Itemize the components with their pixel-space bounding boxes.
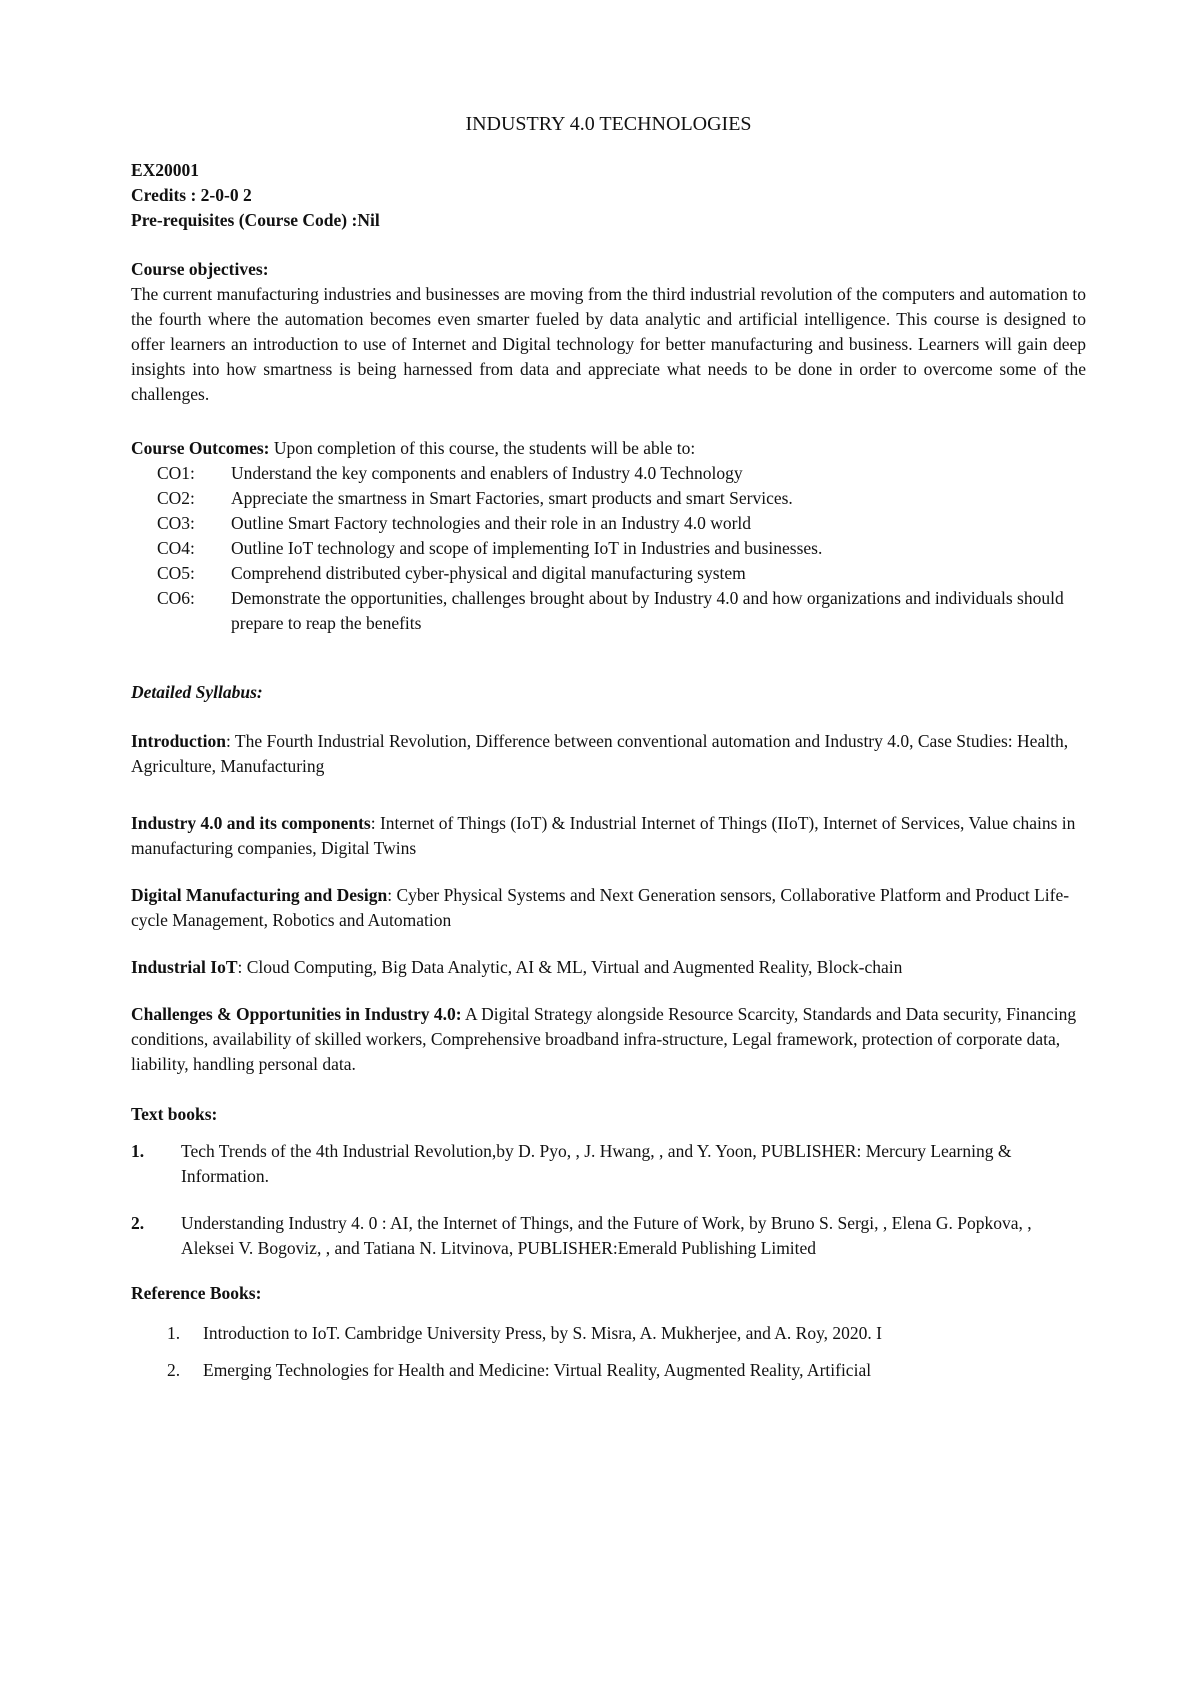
outcome-item — [157, 511, 1086, 536]
outcome-label: CO1: — [157, 463, 195, 483]
outcomes-intro-text: Upon completion of this course, the students will be able to: — [269, 438, 696, 458]
outcome-item — [157, 586, 1086, 636]
syllabus-section-industrial-iot — [131, 955, 1086, 980]
outcome-item — [157, 461, 1086, 486]
course-credits: Credits : 2-0-0 2 — [131, 185, 252, 205]
document-page — [131, 100, 1086, 1383]
outcome-label: CO4: — [157, 538, 195, 558]
reference-item — [167, 1321, 1086, 1346]
outcome-label: CO3: — [157, 513, 195, 533]
syllabus-heading: Detailed Syllabus: — [131, 682, 263, 702]
references-list — [131, 1321, 1086, 1383]
textbook-text: Tech Trends of the 4th Industrial Revolution,by D. Pyo, , J. Hwang, , and Y. Yoon, PUBLISHER: Mercury Learning & Information. — [181, 1141, 1012, 1186]
textbooks-list — [131, 1139, 1086, 1261]
outcome-label: CO5: — [157, 563, 195, 583]
course-prerequisites: Pre-requisites (Course Code) :Nil — [131, 210, 380, 230]
outcome-text: Understand the key components and enablers of Industry 4.0 Technology — [231, 463, 743, 483]
reference-item — [167, 1358, 1086, 1383]
syllabus-section-title: Digital Manufacturing and Design — [131, 885, 388, 905]
syllabus-section-title: Introduction — [131, 731, 226, 751]
course-code: EX20001 — [131, 160, 200, 180]
syllabus-section-title: Challenges & Opportunities in Industry 4.0: — [131, 1004, 462, 1024]
outcome-text: Demonstrate the opportunities, challenges brought about by Industry 4.0 and how organizations and individuals should prepare to reap the benefits — [231, 588, 1064, 633]
outcome-item — [157, 536, 1086, 561]
syllabus-section-title: Industry 4.0 and its components — [131, 813, 371, 833]
textbook-text: Understanding Industry 4. 0 : AI, the Internet of Things, and the Future of Work, by Bruno S. Sergi, , Elena G. Popkova, , Aleksei V. Bogoviz, , and Tatiana N. Litvinova, PUBLISHER:Emerald Publishing Limited — [181, 1213, 1032, 1258]
course-title: INDUSTRY 4.0 TECHNOLOGIES — [465, 113, 752, 135]
outcome-text: Outline IoT technology and scope of implementing IoT in Industries and businesses. — [231, 538, 823, 558]
syllabus-section-text: : Cyber Physical Systems and Next Generation sensors, Collaborative Platform and Product Life-cycle Management, Robotics and Automation — [131, 885, 1070, 930]
syllabus-section-challenges — [131, 1002, 1086, 1077]
syllabus-section-title: Industrial IoT — [131, 957, 238, 977]
syllabus-section-text: : The Fourth Industrial Revolution, Difference between conventional automation and Industry 4.0, Case Studies: Health, Agriculture, Manufacturing — [131, 731, 1069, 776]
outcome-label: CO2: — [157, 488, 195, 508]
objectives-text: The current manufacturing industries and businesses are moving from the third industrial revolution of the computers and automation to the fourth where the automation becomes even smarter fueled by data analytic and artificial intelligence. This course is designed to offer learners an introduction to use of Internet and Digital technology for better manufacturing and business. Learners will gain deep insights into how smartness is being harnessed from data and appreciate what needs to be done in order to overcome some of the challenges. — [131, 284, 1086, 404]
references-heading: Reference Books: — [131, 1283, 262, 1303]
outcome-label: CO6: — [157, 588, 195, 608]
syllabus-section-components — [131, 811, 1086, 861]
outcomes-list — [131, 461, 1086, 636]
outcome-item — [157, 561, 1086, 586]
outcome-text: Appreciate the smartness in Smart Factories, smart products and smart Services. — [231, 488, 793, 508]
textbook-item — [131, 1211, 1086, 1261]
reference-text: Introduction to IoT. Cambridge University Press, by S. Misra, A. Mukherjee, and A. Roy, 2020. I — [203, 1323, 883, 1343]
outcome-text: Comprehend distributed cyber-physical and digital manufacturing system — [231, 563, 746, 583]
outcomes-heading: Course Outcomes: — [131, 438, 270, 458]
textbooks-heading: Text books: — [131, 1104, 218, 1124]
outcome-item — [157, 486, 1086, 511]
syllabus-section-introduction — [131, 729, 1086, 779]
reference-text: Emerging Technologies for Health and Medicine: Virtual Reality, Augmented Reality, Artificial — [203, 1360, 872, 1380]
syllabus-section-text: : Cloud Computing, Big Data Analytic, AI & ML, Virtual and Augmented Reality, Block-chain — [237, 957, 903, 977]
objectives-heading: Course objectives: — [131, 259, 269, 279]
outcome-text: Outline Smart Factory technologies and their role in an Industry 4.0 world — [231, 513, 752, 533]
syllabus-section-text: A Digital Strategy alongside Resource Scarcity, Standards and Data security, Financing conditions, availability of skilled workers, Comprehensive broadband infra-structure, Legal framework, protection of corporate data, liability, handling personal data. — [131, 1004, 1077, 1074]
outcomes-intro — [131, 436, 1086, 461]
syllabus-section-text: : Internet of Things (IoT) & Industrial Internet of Things (IIoT), Internet of Services, Value chains in manufacturing companies, Digital Twins — [131, 813, 1076, 858]
syllabus-section-digital-manufacturing — [131, 883, 1086, 933]
reference-number: 2. — [167, 1360, 181, 1380]
reference-number: 1. — [167, 1323, 181, 1343]
textbook-number: 2. — [131, 1213, 145, 1233]
textbook-number: 1. — [131, 1141, 145, 1161]
textbook-item — [131, 1139, 1086, 1189]
